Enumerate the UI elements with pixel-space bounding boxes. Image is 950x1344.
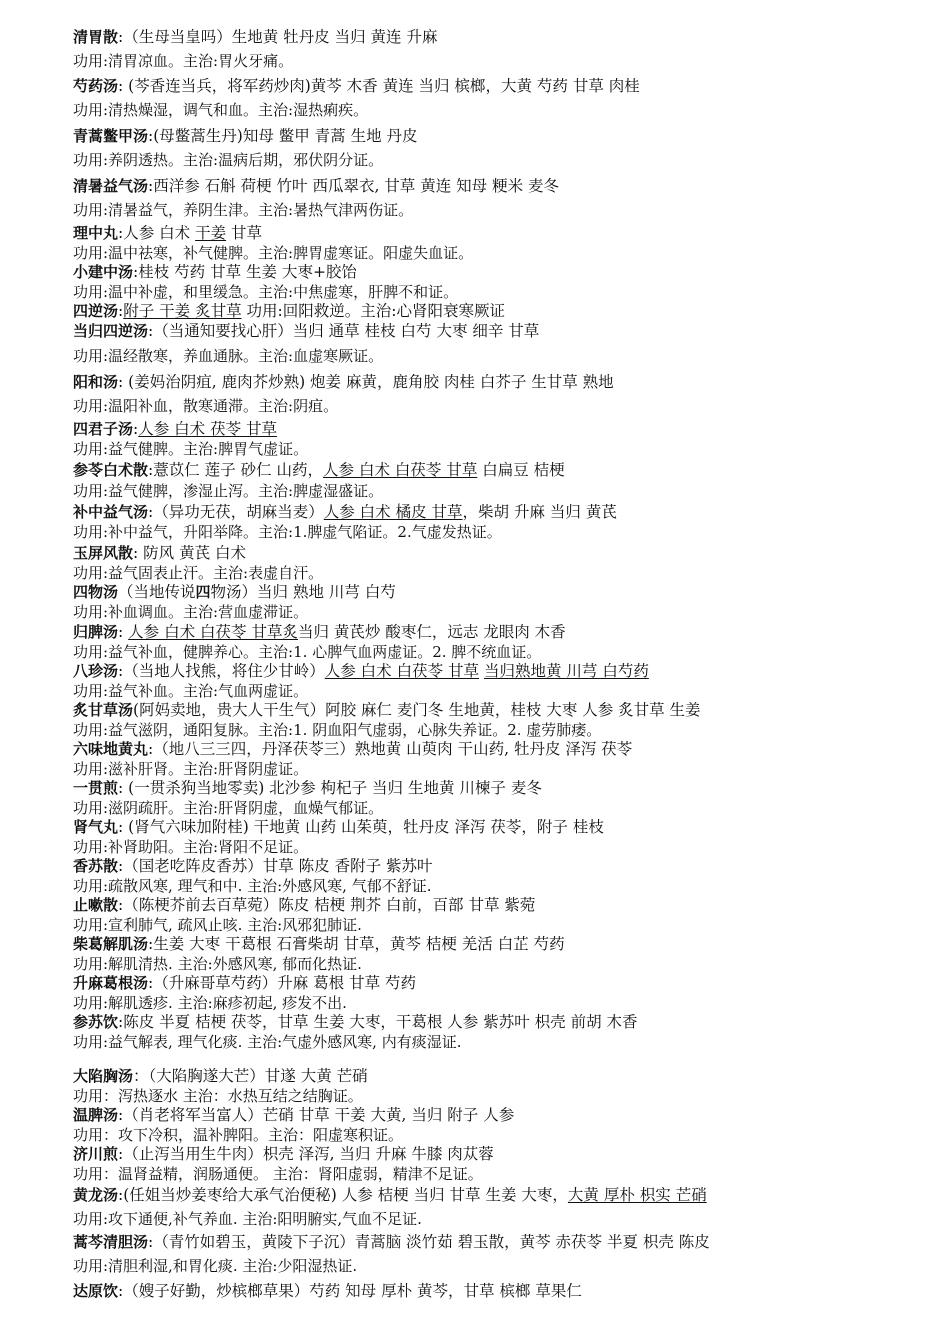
line-text: 功用:温经散寒，养血通脉。主治:血虚寒厥证。 <box>73 347 384 365</box>
line-text: :（止泻当用生牛肉）枳壳 泽泻, 当归 升麻 牛膝 肉苁蓉 <box>118 1145 494 1163</box>
line-text: :陈皮 半夏 桔梗 茯苓，甘草 生姜 大枣，干葛根 人参 紫苏叶 枳壳 前胡 木香 <box>118 1013 638 1031</box>
formula-function-line <box>73 201 933 219</box>
formula-entry <box>73 373 933 391</box>
formula-function-line <box>73 347 933 365</box>
line-text: 功用:解肌透疹. 主治:麻疹初起, 疹发不出. <box>73 994 347 1012</box>
formula-name: 芍药汤 <box>73 77 119 95</box>
line-text: (阿妈卖地，贵大人干生气）阿胶 麻仁 麦门冬 生地黄，桂枝 大枣 人参 炙甘草 生姜 <box>133 701 701 719</box>
formula-function-line <box>73 397 933 415</box>
formula-function-line <box>73 760 933 778</box>
line-text: 功用:攻下通便,补气养血. 主治:阳明腑实,气血不足证. <box>73 1210 422 1228</box>
formula-function-line <box>73 916 933 934</box>
formula-function-line <box>73 52 933 70</box>
line-text: 功用:补肾助阳。主治:肾阳不足证。 <box>73 838 309 856</box>
line-text: :（当地人找熊，将住少甘岭） <box>118 662 325 680</box>
formula-entry <box>73 1106 933 1124</box>
line-text: :（升麻哥草芍药）升麻 葛根 甘草 芍药 <box>148 974 417 992</box>
line-text: : <box>118 302 124 320</box>
line-text: 功用：攻下冷积，温补脾阳。主治：阳虚寒积证。 <box>73 1126 404 1144</box>
formula-function-line <box>73 101 933 119</box>
formula-function-line <box>73 877 933 895</box>
line-text: 甘草 <box>226 224 263 242</box>
formula-function-line <box>73 523 933 541</box>
formula-name: 清暑益气汤 <box>73 177 149 195</box>
formula-name: 柴葛解肌汤 <box>73 935 149 953</box>
line-text: 功用:滋补肝肾。主治:肝肾阴虚证。 <box>73 760 309 778</box>
line-text: 功用:补中益气，升阳举降。主治:1.脾虚气陷证。2.气虚发热证。 <box>73 523 502 541</box>
formula-entry <box>73 974 933 992</box>
line-text: 功用:益气固表止汗。主治:表虚自汗。 <box>73 564 324 582</box>
formula-function-line <box>73 244 933 262</box>
formula-name: 大陷胸汤 <box>73 1067 134 1085</box>
formula-entry <box>73 544 933 562</box>
line-text: :西洋参 石斛 荷梗 竹叶 西瓜翠衣, 甘草 黄连 知母 粳米 麦冬 <box>148 177 560 195</box>
formula-name: 温脾汤 <box>73 1106 119 1124</box>
formula-name: 八珍汤 <box>73 662 119 680</box>
line-text: : <box>133 420 139 438</box>
formula-name: 参苏饮 <box>73 1013 119 1031</box>
formula-entry <box>73 1067 933 1085</box>
formula-function-line <box>73 482 933 500</box>
formula-name: 四物汤 <box>73 583 119 601</box>
formula-function-line <box>73 643 933 661</box>
line-text: 功用:温中祛寒，补气健脾。主治:脾胃虚寒证。阳虚失血证。 <box>73 244 474 262</box>
formula-name: 济川煎 <box>73 1145 119 1163</box>
line-text: :(母鳖蒿生丹)知母 鳖甲 青蒿 生地 丹皮 <box>148 127 418 145</box>
formula-name: 四君子汤 <box>73 420 134 438</box>
formula-entry <box>73 701 933 719</box>
formula-function-line <box>73 151 933 169</box>
line-text: : 防风 黄芪 白术 <box>133 544 247 562</box>
line-text: : (芩香连当兵，将军药炒肉)黄芩 木香 黄连 当归 槟榔，大黄 芍药 甘草 肉桂 <box>118 77 640 95</box>
formula-entry <box>73 740 933 758</box>
line-text: 功用:宣利肺气, 疏风止咳. 主治:风邪犯肺证. <box>73 916 362 934</box>
formula-name: 蒿芩清胆汤 <box>73 1233 149 1251</box>
formula-entry <box>73 263 933 281</box>
line-text: :生姜 大枣 干葛根 石膏柴胡 甘草，黄芩 桔梗 羌活 白芷 芍药 <box>148 935 565 953</box>
formula-entry <box>73 302 933 320</box>
underlined-ingredients: 人参 白术 白茯苓 甘草炙 <box>128 623 298 641</box>
formula-entry <box>73 1186 933 1204</box>
formula-entry <box>73 28 933 46</box>
formula-entry <box>73 224 933 242</box>
line-text: 功用:疏散风寒, 理气和中. 主治:外感风寒, 气郁不舒证. <box>73 877 432 895</box>
formula-entry <box>73 857 933 875</box>
line-text: :（国老吃阵皮香苏）甘草 陈皮 香附子 紫苏叶 <box>118 857 433 875</box>
line-text: 功用:解肌清热. 主治:外感风寒, 郁而化热证. <box>73 955 362 973</box>
formula-function-line <box>73 564 933 582</box>
line-text: : <box>118 623 129 641</box>
line-text: 功用:益气健脾，渗湿止泻。主治:脾虚湿盛证。 <box>73 482 384 500</box>
underlined-ingredients: 人参 白术 白茯苓 甘草 <box>324 662 480 680</box>
line-text: 四 <box>195 583 211 601</box>
line-text: : (姜妈治阴疽, 鹿肉芥炒熟) 炮姜 麻黄，鹿角胶 肉桂 白芥子 生甘草 熟地 <box>118 373 614 391</box>
formula-entry <box>73 420 933 438</box>
underlined-ingredients: 人参 白术 茯苓 甘草 <box>138 420 278 438</box>
line-text: :（青竹如碧玉，黄陵下子沉）青蒿脑 淡竹茹 碧玉散，黄芩 赤茯苓 半夏 枳壳 陈皮 <box>148 1233 710 1251</box>
formula-name: 清胃散 <box>73 28 119 46</box>
formula-name: 归脾汤 <box>73 623 119 641</box>
line-text: 功用:益气补血，健脾养心。主治:1. 心脾气血两虚证。2. 脾不统血证。 <box>73 643 542 661</box>
formula-entry <box>73 935 933 953</box>
formula-name: 阳和汤 <box>73 373 119 391</box>
line-text: :（嫂子好勤，炒槟榔草果）芍药 知母 厚朴 黄芩，甘草 槟榔 草果仁 <box>118 1282 582 1300</box>
formula-function-line <box>73 682 933 700</box>
formula-entry <box>73 583 933 601</box>
line-text: 功用:清胃凉血。主治:胃火牙痛。 <box>73 52 294 70</box>
formula-name: 小建中汤 <box>73 263 134 281</box>
formula-entry <box>73 322 933 340</box>
formula-function-line <box>73 1210 933 1228</box>
formula-function-line <box>73 721 933 739</box>
formula-function-line <box>73 955 933 973</box>
line-text: ，柴胡 升麻 当归 黄芪 <box>462 503 617 521</box>
formula-function-line <box>73 1126 933 1144</box>
formula-entry <box>73 1282 933 1300</box>
underlined-ingredients: 干姜 <box>195 224 227 242</box>
underlined-ingredients: 附子 干姜 炙甘草 <box>123 302 242 320</box>
line-text: :（异功无茯，胡麻当麦） <box>148 503 324 521</box>
formula-name: 玉屏风散 <box>73 544 134 562</box>
line-text: 功用:回阳救逆。主治:心肾阳衰寒厥证 <box>241 302 505 320</box>
formula-entry <box>73 818 933 836</box>
line-text: 功用:益气解表, 理气化痰. 主治:气虚外感风寒, 内有痰湿证. <box>73 1033 462 1051</box>
formula-name: 补中益气汤 <box>73 503 149 521</box>
formula-function-line <box>73 799 933 817</box>
line-text: ：（大陷胸遂大芒）甘遂 大黄 芒硝 <box>133 1067 368 1085</box>
line-text: :（生母当皇吗）生地黄 牡丹皮 当归 黄连 升麻 <box>118 28 438 46</box>
formula-function-line <box>73 283 933 301</box>
formula-name: 六味地黄丸 <box>73 740 149 758</box>
formula-function-line <box>73 1165 933 1183</box>
formula-entry <box>73 461 933 479</box>
formula-name: 升麻葛根汤 <box>73 974 149 992</box>
line-text: 功用:补血调血。主治:营血虚滞证。 <box>73 603 309 621</box>
line-text: :桂枝 芍药 甘草 生姜 大枣+胶饴 <box>133 263 357 281</box>
formula-function-line <box>73 838 933 856</box>
formula-name: 一贯煎 <box>73 779 119 797</box>
formula-name: 青蒿鳖甲汤 <box>73 127 149 145</box>
line-text: 功用:养阴透热。主治:温病后期，邪伏阴分证。 <box>73 151 384 169</box>
formula-function-line <box>73 603 933 621</box>
formula-entry <box>73 127 933 145</box>
formula-name: 止嗽散 <box>73 896 119 914</box>
line-text: 当归 黄芪炒 酸枣仁，远志 龙眼肉 木香 <box>297 623 566 641</box>
line-text: :（当通知要找心肝）当归 通草 桂枝 白芍 大枣 细辛 甘草 <box>148 322 540 340</box>
line-text: 功用:益气滋阴，通阳复脉。主治:1. 阴血阳气虚弱，心脉失养证。2. 虚劳肺痿。 <box>73 721 602 739</box>
line-text: 白扁豆 桔梗 <box>477 461 565 479</box>
formula-entry <box>73 1013 933 1031</box>
formula-function-line <box>73 1257 933 1275</box>
line-text: :（陈梗芥前去百草菀）陈皮 桔梗 荆芥 白前，百部 甘草 紫菀 <box>118 896 536 914</box>
formula-function-line <box>73 1087 933 1105</box>
line-text: :（地八三三四，丹泽茯苓三）熟地黄 山萸肉 干山药, 牡丹皮 泽泻 茯苓 <box>148 740 633 758</box>
formula-name: 四逆汤 <box>73 302 119 320</box>
formula-entry <box>73 1145 933 1163</box>
line-text: 功用:温中补虚，和里缓急。主治:中焦虚寒，肝脾不和证。 <box>73 283 459 301</box>
line-text: 功用:益气健脾。主治:脾胃气虚证。 <box>73 440 309 458</box>
line-text: 功用:温阳补血，散寒通滞。主治:阴疽。 <box>73 397 339 415</box>
line-text: : (肾气六味加附桂) 干地黄 山药 山茱萸，牡丹皮 泽泻 茯苓，附子 桂枝 <box>118 818 604 836</box>
underlined-ingredients: 人参 白术 橘皮 甘草 <box>323 503 463 521</box>
line-text: :人参 白术 <box>118 224 196 242</box>
formula-entry <box>73 779 933 797</box>
formula-entry <box>73 623 933 641</box>
formula-entry <box>73 503 933 521</box>
formula-entry <box>73 1233 933 1251</box>
formula-entry <box>73 177 933 195</box>
line-text: :（肖老将军当富人）芒硝 甘草 干姜 大黄, 当归 附子 人参 <box>118 1106 515 1124</box>
line-text: :薏苡仁 莲子 砂仁 山药， <box>148 461 324 479</box>
underlined-ingredients: 大黄 厚朴 枳实 芒硝 <box>567 1186 707 1204</box>
line-text: 功用：泻热逐水 主治：水热互结之结胸证。 <box>73 1087 363 1105</box>
formula-name: 黄龙汤 <box>73 1186 119 1204</box>
underlined-ingredients: 人参 白术 白茯苓 甘草 <box>323 461 478 479</box>
line-text: 功用：温肾益精，润肠通便。 主治：肾阳虚弱，精津不足证。 <box>73 1165 483 1183</box>
formula-name: 香苏散 <box>73 857 119 875</box>
formula-name: 肾气丸 <box>73 818 119 836</box>
formula-function-line <box>73 994 933 1012</box>
formula-entry <box>73 77 933 95</box>
formula-entry <box>73 662 933 680</box>
formula-name: 达原饮 <box>73 1282 119 1300</box>
line-text: 物汤）当归 熟地 川芎 白芍 <box>210 583 396 601</box>
formula-function-line <box>73 1033 933 1051</box>
formula-name: 理中丸 <box>73 224 119 242</box>
line-text: 功用:清胆利湿,和胃化痰. 主治:少阳湿热证. <box>73 1257 358 1275</box>
line-text: （当地传说 <box>118 583 196 601</box>
line-text: :(任姐当炒姜枣给大承气治便秘) 人参 桔梗 当归 甘草 生姜 大枣， <box>118 1186 568 1204</box>
line-text: 功用:清暑益气，养阴生津。主治:暑热气津两伤证。 <box>73 201 414 219</box>
formula-entry <box>73 896 933 914</box>
line-text: : (一贯杀狗当地零卖) 北沙参 枸杞子 当归 生地黄 川楝子 麦冬 <box>118 779 542 797</box>
line-text: 功用:益气补血。主治:气血两虚证。 <box>73 682 309 700</box>
formula-name: 当归四逆汤 <box>73 322 149 340</box>
formula-function-line <box>73 440 933 458</box>
underlined-ingredients: 当归熟地黄 川芎 白芍药 <box>483 662 649 680</box>
line-text: 功用:滋阴疏肝。主治:肝肾阴虚，血燥气郁证。 <box>73 799 384 817</box>
line-text: 功用:清热燥湿，调气和血。主治:湿热痢疾。 <box>73 101 369 119</box>
formula-name: 参苓白术散 <box>73 461 149 479</box>
formula-name: 炙甘草汤 <box>73 701 134 719</box>
